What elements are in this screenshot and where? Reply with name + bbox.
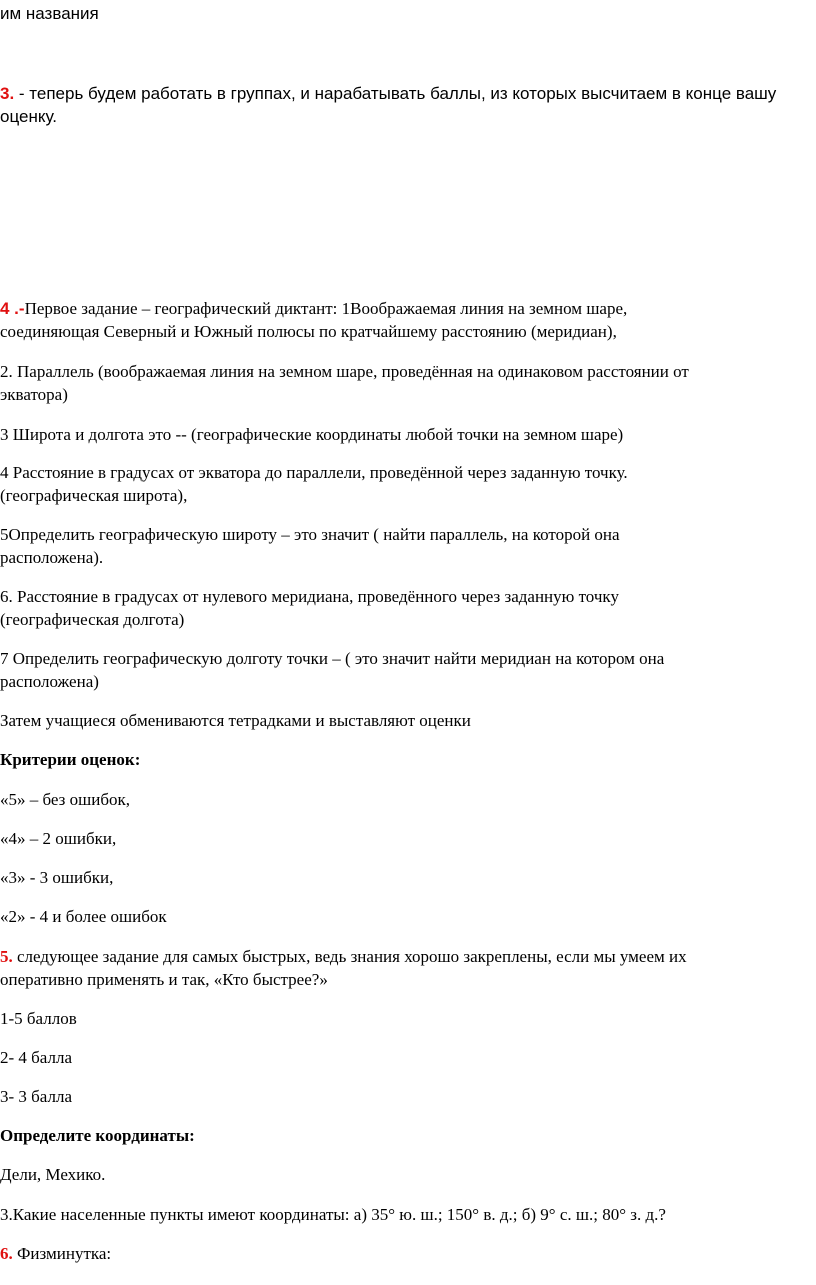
paragraph-5-text: следующее задание для самых быстрых, ведь знания хорошо закреплены, если мы умеем их [12,947,687,966]
intro-fragment: им названия [0,4,99,23]
paragraph-3 [0,83,812,105]
paragraph-6 [0,1243,812,1265]
criteria-item: «2» - 4 и более ошибок [0,907,167,926]
paragraph-4-continuation: соединяющая Северный и Южный полюсы по кратчайшему расстоянию (меридиан), [0,322,617,341]
cities-line: Дели, Мехико. [0,1165,106,1184]
paragraph-4-text: Первое задание – географический диктант: 1Воображаемая линия на земном шаре, [24,299,628,318]
points-item: 1-5 баллов [0,1009,77,1028]
paragraph-5-number: 5. [0,947,13,966]
question-6-line-2: (географическая долгота) [0,610,185,629]
coordinates-title: Определите координаты: [0,1126,195,1145]
criteria-item: «4» – 2 ошибки, [0,829,117,848]
paragraph-4-number: 4 .- [0,299,25,318]
points-item: 3- 3 балла [0,1087,73,1106]
question-4-line-2: (географическая широта), [0,486,188,505]
points-item: 2- 4 балла [0,1048,73,1067]
question-2-line-2: экватора) [0,385,68,404]
paragraph-3-continuation: оценку. [0,107,57,126]
question-7-line-2: расположена) [0,672,99,691]
question-4-line-1: 4 Расстояние в градусах от экватора до параллели, проведённой через заданную точку. [0,463,628,482]
exchange-note: Затем учащиеся обмениваются тетрадками и выставляют оценки [0,711,471,730]
question-6-line-1: 6. Расстояние в градусах от нулевого меридиана, проведённого через заданную точку [0,587,619,606]
criteria-title: Критерии оценок: [0,750,141,769]
criteria-item: «5» – без ошибок, [0,790,130,809]
paragraph-6-text: Физминутка: [12,1244,112,1263]
question-7-line-1: 7 Определить географическую долготу точки – ( это значит найти меридиан на котором она [0,649,665,668]
question-2-line-1: 2. Параллель (воображаемая линия на земном шаре, проведённая на одинаковом расстоянии от [0,362,689,381]
paragraph-4 [0,298,812,320]
question-5-line-1: 5Определить географическую широту – это значит ( найти параллель, на которой она [0,525,620,544]
paragraph-6-number: 6. [0,1244,13,1263]
paragraph-5 [0,946,812,968]
question-3: 3 Широта и долгота это -- (географические координаты любой точки на земном шаре) [0,425,624,444]
paragraph-3-number: 3. [0,84,15,103]
paragraph-5-continuation: оперативно применять и так, «Кто быстрее?» [0,970,328,989]
paragraph-3-text: - теперь будем работать в группах, и нарабатывать баллы, из которых высчитаем в конце вашу [14,84,777,103]
question-5-line-2: расположена). [0,548,104,567]
criteria-item: «3» - 3 ошибки, [0,868,114,887]
settlements-question: 3.Какие населенные пункты имеют координаты: а) 35° ю. ш.; 150° в. д.; б) 9° с. ш.; 80° з. д.? [0,1205,666,1224]
